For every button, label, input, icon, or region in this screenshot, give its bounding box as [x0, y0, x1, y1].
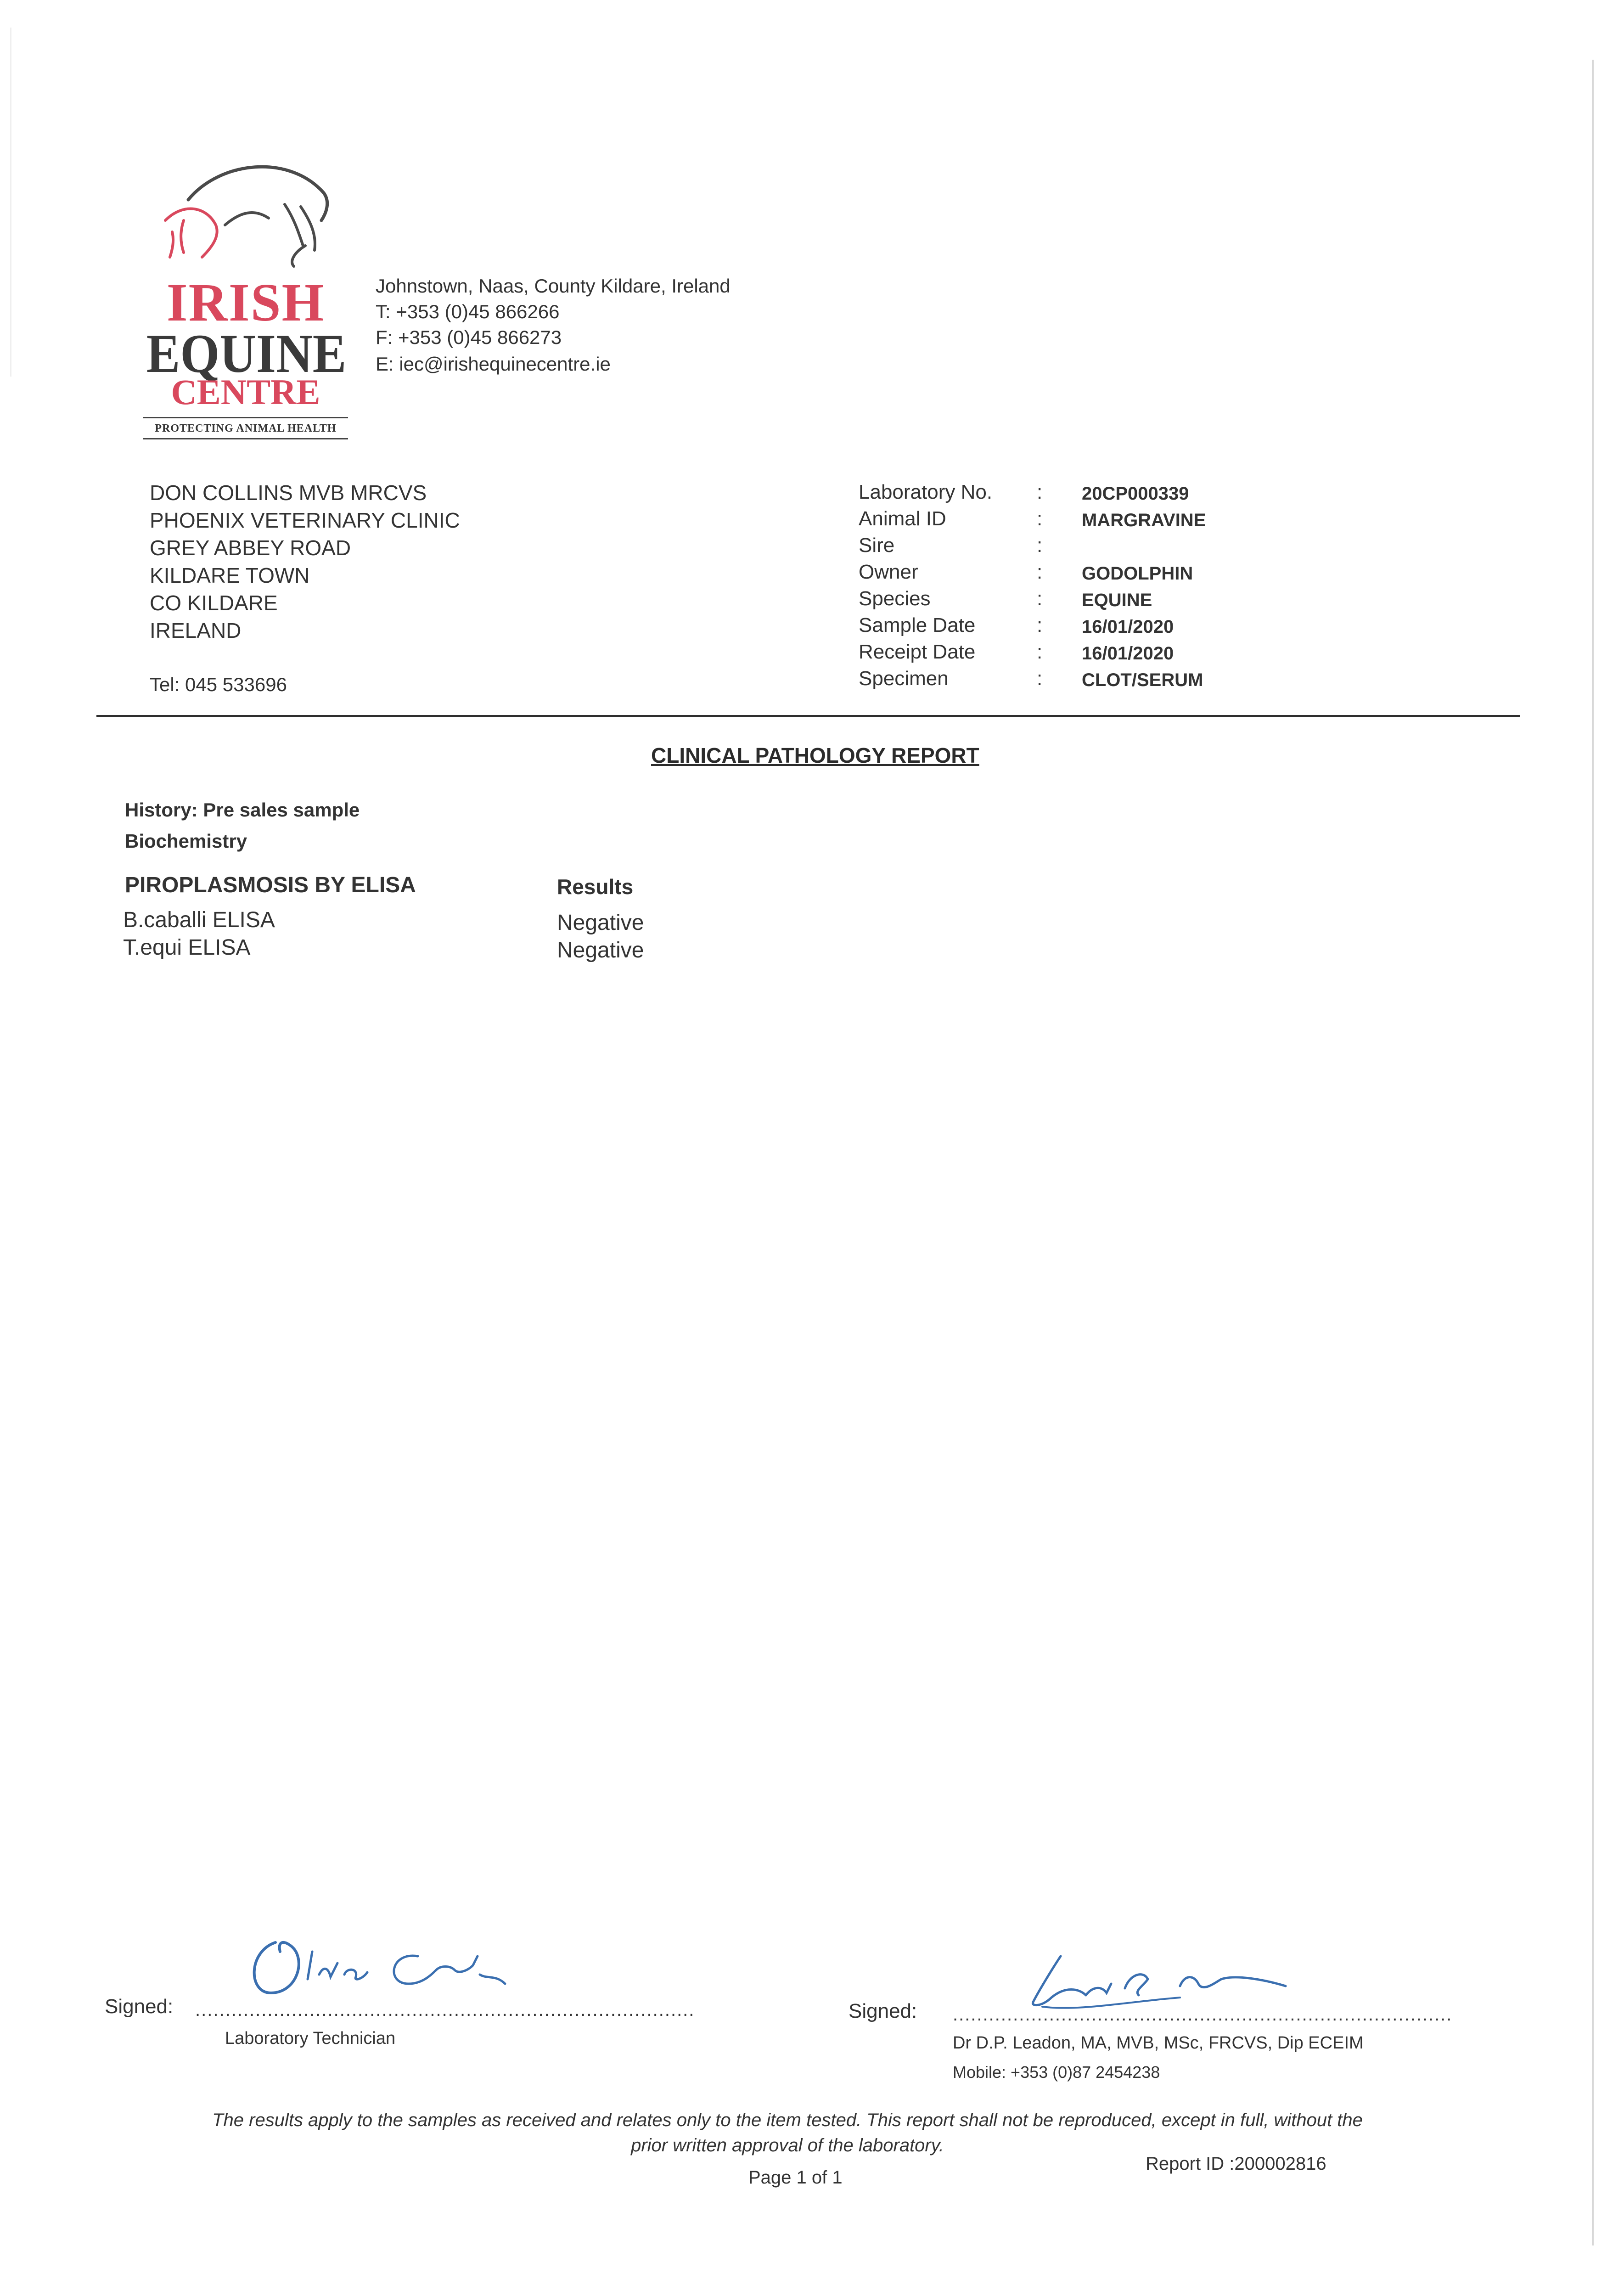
label-sire: Sire: [859, 534, 895, 557]
value-species: EQUINE: [1082, 590, 1152, 610]
test-result: Negative: [557, 911, 644, 935]
scan-edge-left: [10, 28, 11, 377]
right-signature-line: ...................................................................................: [953, 2004, 1453, 2025]
lab-telephone: T: +353 (0)45 866266: [376, 301, 560, 322]
recipient-line: PHOENIX VETERINARY CLINIC: [150, 508, 460, 532]
field-separator: :: [1037, 507, 1043, 530]
label-sample-date: Sample Date: [859, 614, 976, 636]
value-animal-id: MARGRAVINE: [1082, 510, 1206, 530]
label-owner: Owner: [859, 561, 918, 583]
technician-role: Laboratory Technician: [225, 2029, 396, 2048]
label-animal-id: Animal ID: [859, 507, 946, 530]
lab-fax: F: +353 (0)45 866273: [376, 326, 562, 348]
test-name: B.caballi ELISA: [123, 908, 275, 932]
field-separator: :: [1037, 481, 1043, 503]
label-specimen: Specimen: [859, 667, 949, 690]
lab-email: E: iec@irishequinecentre.ie: [376, 353, 611, 375]
value-laboratory-no: 20CP000339: [1082, 484, 1189, 504]
header-divider: [96, 715, 1520, 717]
report-id: Report ID :200002816: [1146, 2154, 1326, 2174]
logo-word-centre: CENTRE: [171, 372, 320, 412]
recipient-telephone: Tel: 045 533696: [150, 674, 287, 695]
field-separator: :: [1037, 641, 1043, 663]
field-separator: :: [1037, 534, 1043, 557]
irish-equine-centre-logo: [138, 152, 354, 445]
lab-address: Johnstown, Naas, County Kildare, Ireland: [376, 275, 731, 297]
label-species: Species: [859, 587, 931, 610]
scan-edge-right: [1592, 60, 1594, 2245]
right-signed-label: Signed:: [849, 2000, 917, 2022]
recipient-line: GREY ABBEY ROAD: [150, 536, 351, 560]
disclaimer-line-1: The results apply to the samples as received and relates only to the item tested. This report shall not be reproduced, except in full, without the: [212, 2110, 1363, 2130]
label-laboratory-no: Laboratory No.: [859, 481, 993, 503]
horse-icon: [156, 152, 340, 276]
test-result: Negative: [557, 938, 644, 962]
recipient-line: KILDARE TOWN: [150, 563, 310, 587]
left-signature-line: ...................................................................................: [195, 2000, 695, 2020]
field-separator: :: [1037, 587, 1043, 610]
field-separator: :: [1037, 614, 1043, 636]
field-separator: :: [1037, 667, 1043, 690]
recipient-line: CO KILDARE: [150, 591, 278, 615]
value-receipt-date: 16/01/2020: [1082, 643, 1174, 664]
left-signed-label: Signed:: [105, 1995, 174, 2018]
test-name: T.equi ELISA: [123, 935, 251, 960]
logo-rule-top: [143, 417, 348, 418]
value-specimen: CLOT/SERUM: [1082, 670, 1203, 690]
page-number: Page 1 of 1: [748, 2167, 843, 2188]
label-receipt-date: Receipt Date: [859, 641, 976, 663]
logo-rule-bottom: [143, 438, 348, 439]
field-separator: :: [1037, 561, 1043, 583]
history-text: History: Pre sales sample: [125, 799, 360, 821]
recipient-line: DON COLLINS MVB MRCVS: [150, 481, 427, 505]
director-name: Dr D.P. Leadon, MA, MVB, MSc, FRCVS, Dip ECEIM: [953, 2033, 1364, 2053]
value-sample-date: 16/01/2020: [1082, 617, 1174, 637]
recipient-line: IRELAND: [150, 619, 242, 642]
logo-word-equine: EQUINE: [146, 323, 347, 384]
results-column-header: Results: [557, 875, 634, 899]
director-mobile: Mobile: +353 (0)87 2454238: [953, 2063, 1160, 2082]
report-title: CLINICAL PATHOLOGY REPORT: [651, 743, 979, 767]
disclaimer-line-2: prior written approval of the laboratory.: [631, 2135, 944, 2155]
technician-signature: [239, 1924, 533, 2007]
value-owner: GODOLPHIN: [1082, 563, 1193, 584]
test-section-heading: PIROPLASMOSIS BY ELISA: [125, 873, 416, 897]
category-text: Biochemistry: [125, 830, 247, 852]
logo-word-irish: IRISH: [166, 272, 325, 332]
logo-tagline: PROTECTING ANIMAL HEALTH: [155, 422, 337, 434]
